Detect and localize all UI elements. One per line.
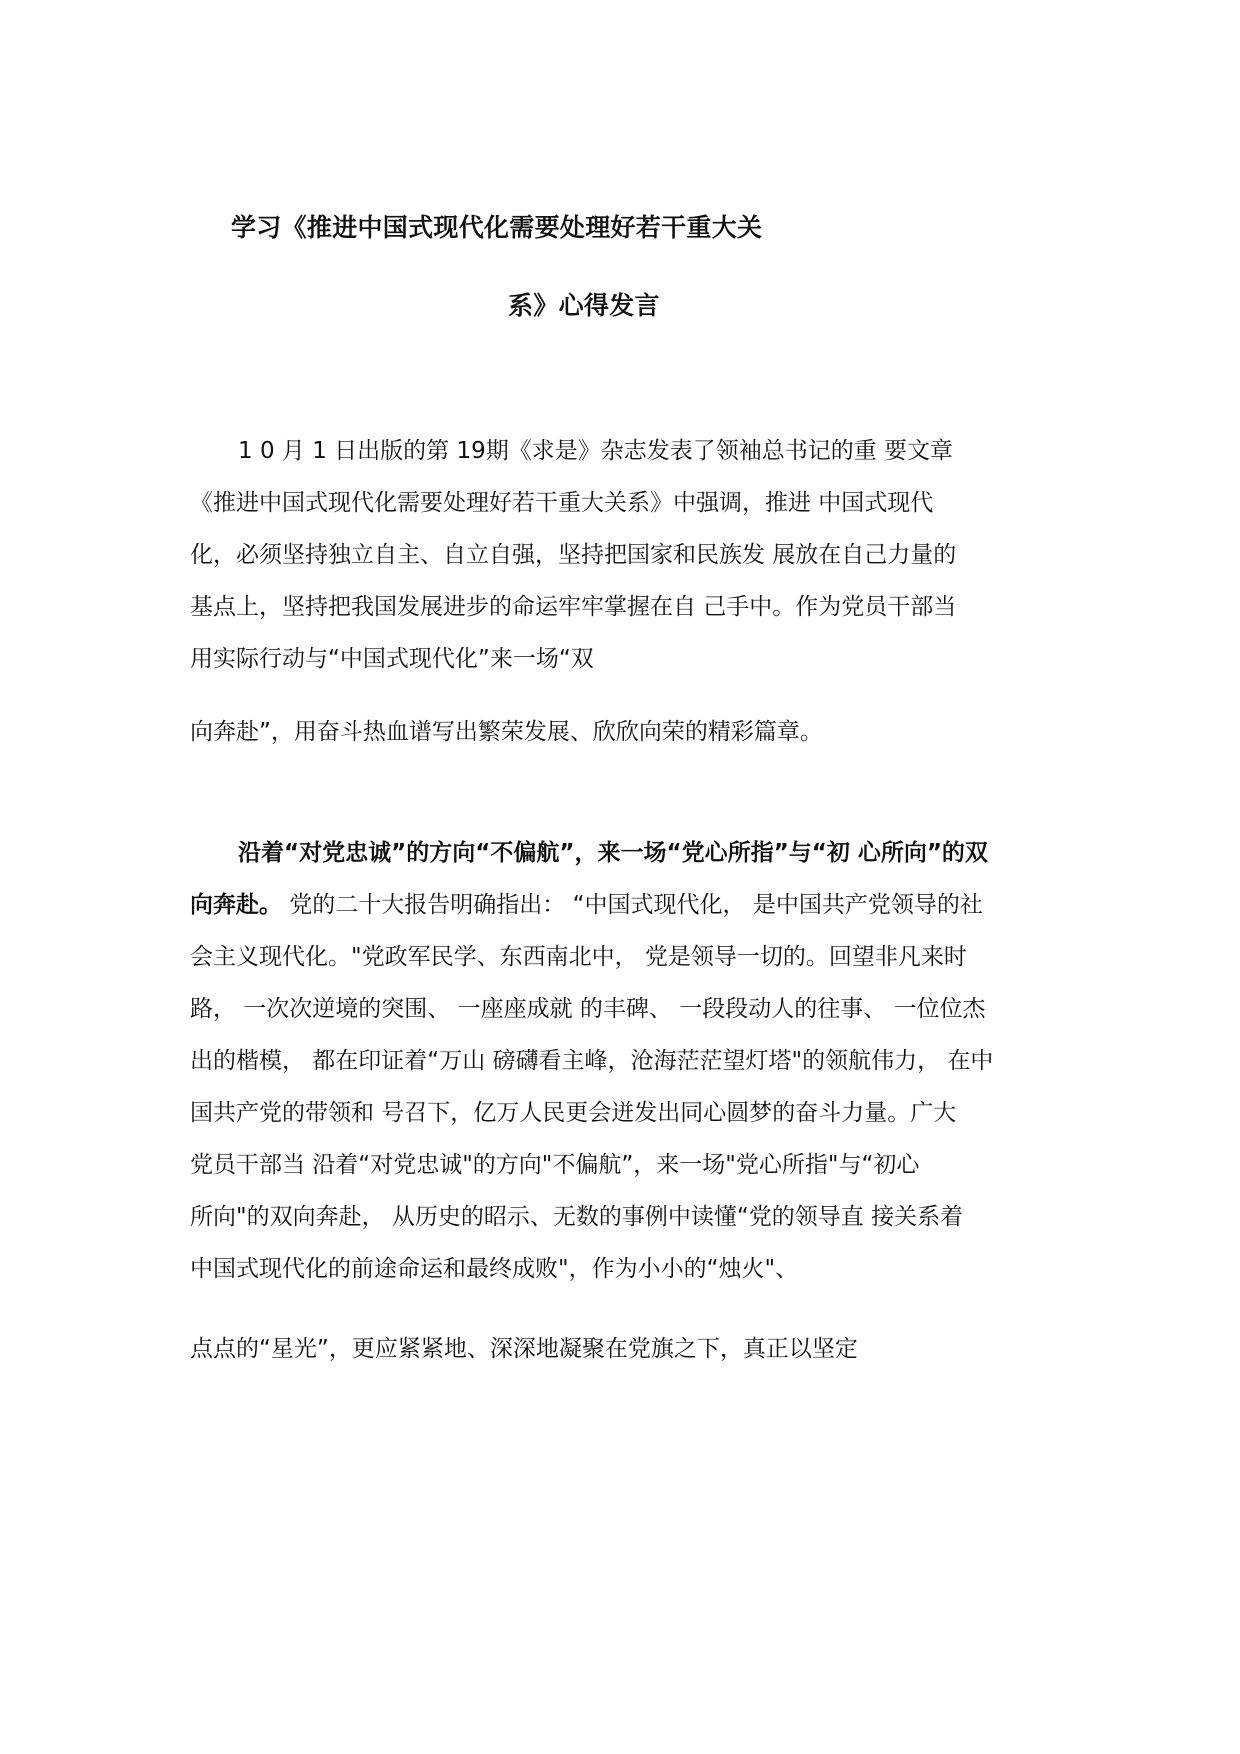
- paragraph-1: [190, 425, 1070, 685]
- paragraph-2-continuation-line: 点点的“星光”，更应紧紧地、深深地凝聚在党旗之下，真正以坚定: [190, 1336, 858, 1362]
- paragraph-2-line: 国共产党的带领和 号召下，亿万人民更会迸发出同心圆梦的奋斗力量。广大: [190, 1100, 957, 1126]
- paragraph-2-line: 党员干部当 沿着“对党忠诚"的方向"不偏航”，来一场"党心所指"与“初心: [190, 1152, 920, 1178]
- paragraph-1-line: 基点上，坚持把我国发展进步的命运牢牢掌握在自 己手中。作为党员干部当: [190, 594, 957, 620]
- paragraph-1-line: 1 0 月 1 日出版的第 19期《求是》杂志发表了领袖总书记的重 要文章: [238, 438, 954, 464]
- paragraph-1-continuation: [190, 706, 1070, 758]
- paragraph-1-line: 化，必须坚持独立自主、自立自强，坚持把国家和民族发 展放在自己力量的: [190, 542, 957, 568]
- paragraph-2-continuation: [190, 1323, 1070, 1375]
- paragraph-2-line: 路， 一次次逆境的突围、 一座座成就 的丰碑、 一段段动人的往事、 一位位杰: [190, 996, 986, 1022]
- paragraph-1-line: 用实际行动与“中国式现代化”来一场“双: [190, 646, 594, 672]
- paragraph-2-line: 所向"的双向奔赴， 从历史的昭示、无数的事例中读懂“党的领导直 接关系着: [190, 1204, 964, 1230]
- document-title-line-1: 学习《推进中国式现代化需要处理好若干重大关: [231, 213, 763, 242]
- paragraph-2-heading-end: 向奔赴。: [190, 892, 282, 918]
- paragraph-2-line: [190, 879, 1070, 931]
- paragraph-2-line: 出的楷模， 都在印证着“万山 磅礴看主峰，沧海茫茫望灯塔"的领航伟力， 在中: [190, 1048, 994, 1074]
- paragraph-2-line: 中国式现代化的前途命运和最终成败"，作为小小的“烛火"、: [190, 1256, 799, 1282]
- paragraph-2: [190, 827, 1070, 1295]
- paragraph-1-continuation-line: 向奔赴”，用奋斗热血谱写出繁荣发展、欣欣向荣的精彩篇章。: [190, 719, 823, 745]
- paragraph-2-line: 会主义现代化。"党政军民学、东西南北中， 党是领导一切的。回望非凡来时: [190, 944, 967, 970]
- document-title-line-2: 系》心得发言: [508, 291, 660, 320]
- paragraph-2-heading: 沿着“对党忠诚”的方向“不偏航”，来一场“党心所指”与“初 心所向”的双: [238, 840, 988, 866]
- paragraph-1-line: 《推进中国式现代化需要处理好若干重大关系》中强调，推进 中国式现代: [190, 490, 934, 516]
- paragraph-2-heading-rest: 党的二十大报告明确指出： “中国式现代化， 是中国共产党领导的社: [282, 892, 983, 918]
